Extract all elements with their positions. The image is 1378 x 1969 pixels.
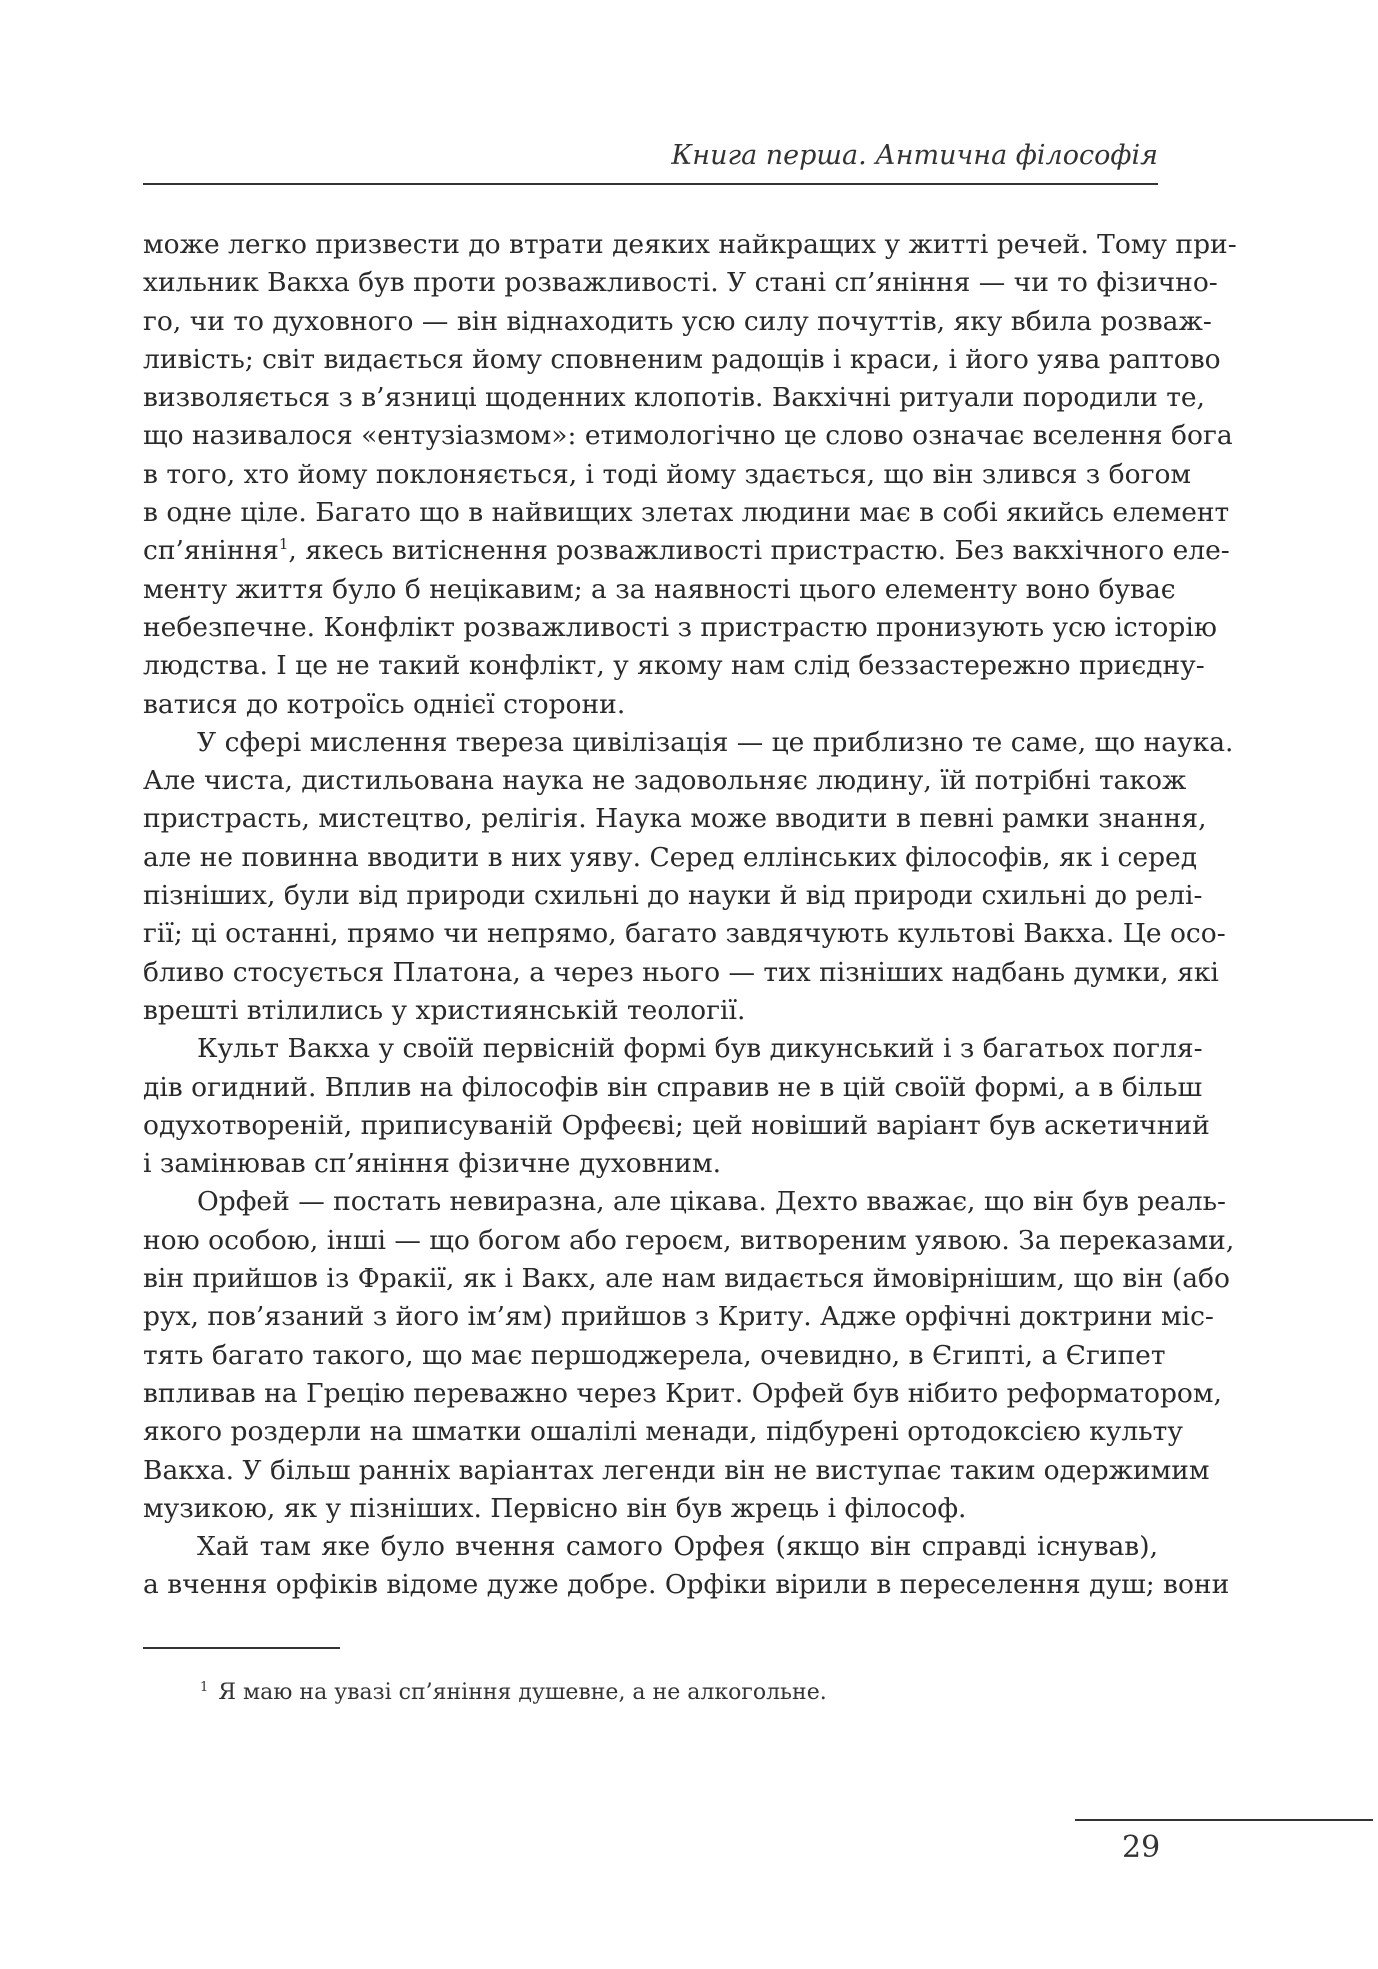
text-line: але не повинна вводити в них уяву. Серед еллінських філософів, як і серед	[143, 841, 1198, 873]
text-line: а вчення орфіків відоме дуже добре. Орфіки вірили в переселення душ; вони	[143, 1569, 1230, 1601]
text-line: У сфері мислення твереза цивілізація — це приблизно те саме, що наука.	[197, 726, 1234, 758]
text-line: він прийшов із Фракії, як і Вакх, але нам видається ймовірнішим, що він (або	[143, 1263, 1230, 1295]
text-line: визволяється з в’язниці щоденних клопотів. Вакхічні ритуали породили те,	[143, 382, 1205, 414]
page-number: 29	[1122, 1830, 1161, 1865]
text-line: пізніших, були від природи схильні до науки й від природи схильні до релі-	[143, 880, 1203, 912]
text-line: може легко призвести до втрати деяких найкращих у житті речей. Тому при-	[143, 229, 1237, 260]
text-line: ливість; світ видається йому сповненим радощів і краси, і його уява раптово	[143, 343, 1221, 375]
text-line: пристрасть, мистецтво, релігія. Наука може вводити в певні рамки знання,	[143, 803, 1207, 835]
paragraph-3	[143, 1030, 1210, 1183]
footnote-mark: 1	[200, 1680, 209, 1695]
text-line: Культ Вакха у своїй первісній формі був дикунський і з багатьох погля-	[197, 1033, 1203, 1065]
text-line: і замінював сп’яніння фізичне духовним.	[143, 1148, 721, 1180]
text-line: ною особою, інші — що богом або героєм, витвореним уявою. За переказами,	[143, 1224, 1235, 1256]
text-line: в одне ціле. Багато що в найвищих злетах людини має в собі якийсь елемент	[143, 497, 1230, 529]
text-fragment: , якесь витіснення розважливості пристрастю. Без вакхічного еле-	[288, 535, 1230, 567]
page-number-rule	[1075, 1819, 1373, 1821]
text-line: якого роздерли на шматки ошалілі менади, підбурені ортодоксією культу	[143, 1416, 1183, 1448]
header-rule	[143, 183, 1158, 185]
text-line: тять багато такого, що має першоджерела, очевидно, в Єгипті, а Єгипет	[143, 1339, 1166, 1371]
text-line: рух, пов’язаний з його ім’ям) прийшов з Криту. Адже орфічні доктрини міс-	[143, 1301, 1214, 1333]
text-line: Орфей — постать невиразна, але цікава. Дехто вважає, що він був реаль-	[197, 1186, 1226, 1218]
text-line: людства. І це не такий конфлікт, у якому нам слід беззастережно приєдну-	[143, 650, 1205, 682]
text-line: впливав на Грецію переважно через Крит. Орфей був нібито реформатором,	[143, 1377, 1222, 1409]
footnote-reference[interactable]: 1	[278, 535, 289, 554]
text-line: в того, хто йому поклоняється, і тоді йому здається, що він злився з богом	[143, 458, 1192, 490]
footnote-rule	[143, 1647, 340, 1649]
text-line: ватися до котроїсь однієї сторони.	[143, 688, 626, 720]
text-line: Вакха. У більш ранніх варіантах легенди він не виступає таким одержимим	[143, 1454, 1210, 1486]
paragraph-4	[143, 1183, 1235, 1528]
text-line: що називалося «ентузіазмом»: етимологічно це слово означає вселення бога	[143, 420, 1233, 452]
paragraph-5	[143, 1528, 1230, 1605]
text-line: Але чиста, дистильована наука не задовольняє людину, їй потрібні також	[143, 765, 1187, 797]
text-line: одухотвореній, приписуваній Орфеєві; цей новіший варіант був аскетичний	[143, 1109, 1210, 1141]
text-line: го, чи то духовного — він віднаходить усю силу почуттів, яку вбила розваж-	[143, 305, 1212, 337]
text-line: бливо стосується Платона, а через нього — тих пізніших надбань думки, які	[143, 956, 1219, 988]
running-head: Книга перша. Антична філософія	[671, 140, 1158, 171]
text-line: небезпечне. Конфлікт розважливості з пристрастю пронизують усю історію	[143, 611, 1217, 643]
text-line: менту життя було б нецікавим; а за наявності цього елементу воно буває	[143, 573, 1176, 605]
body-text	[143, 226, 1237, 1605]
text-line: врешті втілились у християнській теології.	[143, 994, 746, 1026]
paragraph-2	[143, 724, 1234, 1030]
footnote-text: Я маю на увазі сп’яніння душевне, а не алкогольне.	[218, 1680, 827, 1705]
text-fragment: сп’яніння	[143, 535, 279, 567]
text-line-with-footnote	[143, 532, 1230, 570]
text-line: дів огидний. Вплив на філософів він справив не в цій своїй формі, а в більш	[143, 1071, 1203, 1103]
footnote	[200, 1680, 827, 1705]
text-line: гії; ці останні, прямо чи непрямо, багато завдячують культові Вакха. Це осо-	[143, 918, 1226, 950]
paragraph-1	[143, 226, 1237, 724]
text-line: хильник Вакха був проти розважливості. У стані сп’яніння — чи то фізично-	[143, 267, 1218, 299]
text-line: Хай там яке було вчення самого Орфея (якщо він справді існував),	[197, 1531, 1158, 1563]
text-line: музикою, як у пізніших. Первісно він був жрець і філософ.	[143, 1492, 967, 1524]
